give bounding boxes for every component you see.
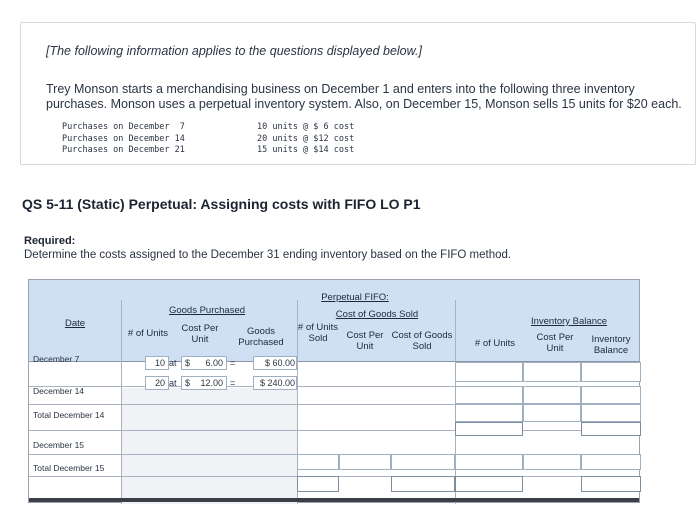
inventory-units-input[interactable]: [455, 362, 523, 382]
equals-sign: =: [230, 378, 236, 388]
row-label-total-december-14: Total December 14: [33, 410, 105, 420]
purchase-label: Purchases on December 14: [62, 133, 185, 144]
inventory-cost-per-unit-input[interactable]: [523, 386, 581, 404]
purchase-row: [62, 145, 354, 157]
goods-purchased-value: $ 240.00: [259, 378, 295, 388]
col-inv-balance: Inventory Balance: [591, 334, 631, 356]
purchase-row: [62, 134, 354, 146]
dollar-sign: $: [185, 378, 191, 388]
purchase-value: 15 units @ $14 cost: [257, 145, 355, 155]
total-cogs-input[interactable]: [391, 476, 455, 492]
group-inventory-balance: Inventory Balance: [530, 316, 608, 327]
units-value: 20: [154, 378, 165, 388]
row-divider: [29, 430, 641, 431]
fifo-table: [28, 279, 640, 503]
total-inventory-units-input[interactable]: [455, 476, 523, 492]
purchases-list: [62, 122, 354, 157]
col-units-sold: # of Units Sold: [297, 322, 339, 344]
inventory-balance-input[interactable]: [581, 404, 641, 422]
total-inventory-units-input[interactable]: [455, 422, 523, 436]
question-title: QS 5-11 (Static) Perpetual: Assigning costs with FIFO LO P1: [22, 196, 421, 212]
required-label: Required:: [24, 235, 76, 247]
purchase-label: Purchases on December 21: [62, 145, 185, 155]
units-sold-input[interactable]: [297, 454, 339, 470]
purchase-row: [62, 122, 354, 134]
total-units-sold-input[interactable]: [297, 476, 339, 492]
inventory-cost-per-unit-input[interactable]: [523, 454, 581, 470]
goods-purchased-value: $ 60.00: [264, 358, 295, 368]
col-cost-per-unit: Cost Per Unit: [181, 323, 219, 345]
total-inventory-balance-input[interactable]: [581, 422, 641, 436]
row-label-december-7: December 7: [33, 354, 80, 364]
table-title: Perpetual FIFO:: [321, 292, 389, 303]
purchase-label: Purchases on December 7: [62, 122, 185, 132]
row-label-december-14: December 14: [33, 386, 85, 396]
inventory-cost-per-unit-input[interactable]: [523, 362, 581, 382]
col-date: Date: [64, 318, 86, 329]
divider: [297, 300, 298, 504]
cost-value: 6.00: [205, 358, 223, 368]
dollar-sign: $: [185, 358, 191, 368]
equals-sign: =: [230, 358, 236, 368]
problem-paragraph: Trey Monson starts a merchandising business on December 1 and enters into the following three inventory purchases. Monson uses a perpetual inventory system. Also, on December 15, Monson sells 15 units for $20 each.: [46, 82, 682, 111]
units-value: 10: [154, 358, 165, 368]
cogs-cost-per-unit-input[interactable]: [339, 454, 391, 470]
table-bottom-border: [29, 498, 639, 502]
row-label-total-december-15: Total December 15: [33, 463, 105, 473]
total-inventory-balance-input[interactable]: [581, 476, 641, 492]
group-cogs: Cost of Goods Sold: [335, 309, 419, 320]
col-goods-purchased: Goods Purchased: [238, 326, 284, 348]
purchase-value: 20 units @ $12 cost: [257, 133, 355, 144]
inventory-balance-input[interactable]: [581, 454, 641, 470]
cost-value: 12.00: [200, 378, 223, 388]
intro-text: [The following information applies to the questions displayed below.]: [46, 44, 422, 58]
purchase-value: 10 units @ $ 6 cost: [257, 122, 355, 132]
at-label: at: [169, 358, 177, 368]
inventory-balance-input[interactable]: [581, 362, 641, 382]
inventory-units-input[interactable]: [455, 404, 523, 422]
inventory-units-input[interactable]: [455, 386, 523, 404]
divider: [121, 300, 122, 504]
col-cogs-cost-per-unit: Cost Per Unit: [346, 330, 384, 352]
col-units: # of Units: [127, 328, 169, 339]
cost-of-goods-sold-input[interactable]: [391, 454, 455, 470]
col-inv-units: # of Units: [474, 338, 516, 349]
group-goods-purchased: Goods Purchased: [168, 305, 246, 316]
inventory-balance-input[interactable]: [581, 386, 641, 404]
at-label: at: [169, 378, 177, 388]
col-cost-of-goods-sold: Cost of Goods Sold: [391, 330, 453, 352]
inventory-cost-per-unit-input[interactable]: [523, 404, 581, 422]
row-label-december-15: December 15: [33, 440, 85, 450]
body-shade: [121, 388, 297, 504]
required-text: Determine the costs assigned to the December 31 ending inventory based on the FIFO method.: [24, 249, 512, 261]
inventory-units-input[interactable]: [455, 454, 523, 470]
col-inv-cost-per-unit: Cost Per Unit: [536, 332, 574, 354]
